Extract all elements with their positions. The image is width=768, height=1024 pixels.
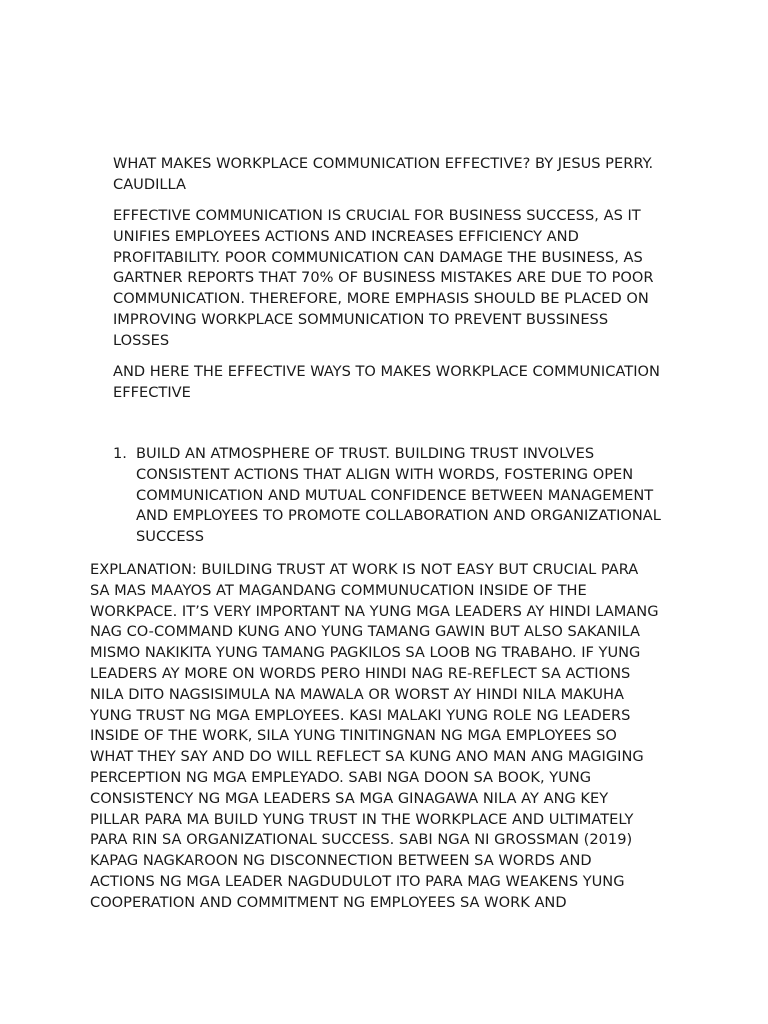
intro-paragraph: EFFECTIVE COMMUNICATION IS CRUCIAL FOR BUSINESS SUCCESS, AS IT UNIFIES EMPLOYEES ACTIONS AND INCREASES EFFICIENCY AND PROFITABILITY. POOR COMMUNICATION CAN DAMAGE THE BUSINESS, AS GARTNER REPORTS THAT 70% OF BUSINESS MISTAKES ARE DUE TO POOR COMMUNICATION. THEREFORE, MORE EMPHASIS SHOULD BE PLACED ON IMPROVING WORKPLACE SOMMUNICATION TO PREVENT BUSSINESS LOSSES	[113, 207, 654, 349]
list-item-number: 1.	[113, 445, 127, 462]
explanation-paragraph: EXPLANATION: BUILDING TRUST AT WORK IS NOT EASY BUT CRUCIAL PARA SA MAS MAAYOS AT MAGANDANG COMMUNUCATION INSIDE OF THE WORKPACE. IT’S VERY IMPORTANT NA YUNG MGA LEADERS AY HINDI LAMANG NAG CO-COMMAND KUNG ANO YUNG TAMANG GAWIN BUT ALSO SAKANILA MISMO NAKIKITA YUNG TAMANG PAGKILOS SA LOOB NG TRABAHO. IF YUNG LEADERS AY MORE ON WORDS PERO HINDI NAG RE-REFLECT SA ACTIONS NILA DITO NAGSISIMULA NA MAWALA OR WORST AY HINDI NILA MAKUHA YUNG TRUST NG MGA EMPLOYEES. KASI MALAKI YUNG ROLE NG LEADERS INSIDE OF THE WORK, SILA YUNG TINITINGNAN NG MGA EMPLOYEES SO WHAT THEY SAY AND DO WILL REFLECT SA KUNG ANO MAN ANG MAGIGING PERCEPTION NG MGA EMPLEYADO. SABI NGA DOON SA BOOK, YUNG CONSISTENCY NG MGA LEADERS SA MGA GINAGAWA NILA AY ANG KEY PILLAR PARA MA BUILD YUNG TRUST IN THE WORKPLACE AND ULTIMATELY PARA RIN SA ORGANIZATIONAL SUCCESS. SABI NGA NI GROSSMAN (2019) KAPAG NAGKAROON NG DISCONNECTION BETWEEN SA WORDS AND ACTIONS NG MGA LEADER NAGDUDULOT ITO PARA MAG WEAKENS YUNG COOPERATION AND COMMITMENT NG EMPLOYEES SA WORK AND	[90, 561, 659, 911]
list-item	[113, 444, 703, 546]
document-title: WHAT MAKES WORKPLACE COMMUNICATION EFFECTIVE? BY JESUS PERRY. CAUDILLA	[113, 155, 654, 193]
list-item-text: BUILD AN ATMOSPHERE OF TRUST. BUILDING TRUST INVOLVES CONSISTENT ACTIONS THAT ALIGN WITH WORDS, FOSTERING OPEN COMMUNICATION AND MUTUAL CONFIDENCE BETWEEN MANAGEMENT AND EMPLOYEES TO PROMOTE COLLABORATION AND ORGANIZATIONAL SUCCESS	[136, 445, 661, 546]
lead-paragraph: AND HERE THE EFFECTIVE WAYS TO MAKES WORKPLACE COMMUNICATION EFFECTIVE	[113, 363, 660, 401]
